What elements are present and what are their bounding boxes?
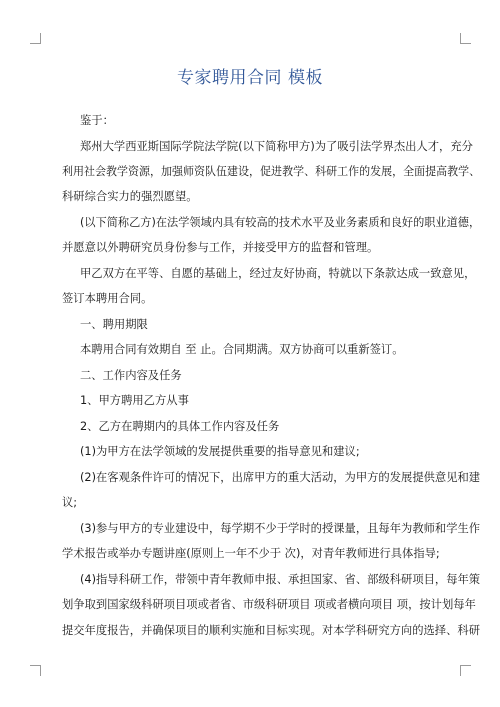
- crop-mark-top-left: [30, 33, 41, 44]
- paragraph-line: 学术报告或举办专题讲座(原则上一年不少于 次)，对青年教师进行具体指导;: [62, 547, 440, 560]
- list-item: (2)在客观条件许可的情况下，出席甲方的重大活动，为甲方的发展提供意见和建: [80, 471, 481, 484]
- paragraph-line: 并愿意以外聘研究员身份参与工作，并接受甲方的监督和管理。: [62, 241, 379, 254]
- paragraph-line: 提交年度报告，并确保项目的顺利实施和目标实现。对本学科研究方向的选择、科研: [62, 624, 480, 637]
- list-item: (4)指导科研工作，带领中青年教师申报、承担国家、省、部级科研项目，每年策: [80, 573, 481, 586]
- list-item: 2、乙方在聘期内的具体工作内容及任务: [80, 420, 280, 433]
- list-item: (1)为甲方在法学领域的发展提供重要的指导意见和建议;: [80, 445, 360, 458]
- section-heading: 二、工作内容及任务: [80, 369, 182, 382]
- section-heading: 一、聘用期限: [80, 318, 148, 331]
- paragraph-line: (以下简称乙方)在法学领域内具有较高的技术水平及业务素质和良好的职业道德，: [80, 216, 481, 229]
- paragraph-line: 科研综合实力的强烈愿望。: [62, 190, 198, 203]
- paragraph-line: 签订本聘用合同。: [62, 292, 153, 305]
- document-title: 专家聘用合同 模板: [177, 68, 323, 88]
- preamble-label: 鉴于：: [80, 114, 114, 127]
- paragraph-line: 利用社会教学资源，加强师资队伍建设，促进教学、科研工作的发展，全面提高教学、: [62, 165, 481, 178]
- paragraph-line: 本聘用合同有效期自 至 止。合同期满。双方协商可以重新签订。: [80, 343, 404, 356]
- list-item: 1、甲方聘用乙方从事: [80, 394, 189, 407]
- crop-mark-bottom-right: [460, 665, 471, 676]
- paragraph-line: 议;: [62, 496, 78, 509]
- paragraph-line: 郑州大学西亚斯国际学院法学院(以下简称甲方)为了吸引法学界杰出人才，充分: [80, 140, 473, 153]
- paragraph-line: 甲乙双方在平等、自愿的基础上，经过友好协商，特就以下条款达成一致意见，: [80, 267, 476, 280]
- crop-mark-bottom-left: [30, 665, 41, 676]
- crop-mark-top-right: [460, 33, 471, 44]
- list-item: (3)参与甲方的专业建设中，每学期不少于学时的授课量，且每年为教师和学生作: [80, 522, 481, 535]
- paragraph-line: 划争取到国家级科研项目项或者省、市级科研项目 项或者横向项目 项，按计划每年: [62, 598, 476, 611]
